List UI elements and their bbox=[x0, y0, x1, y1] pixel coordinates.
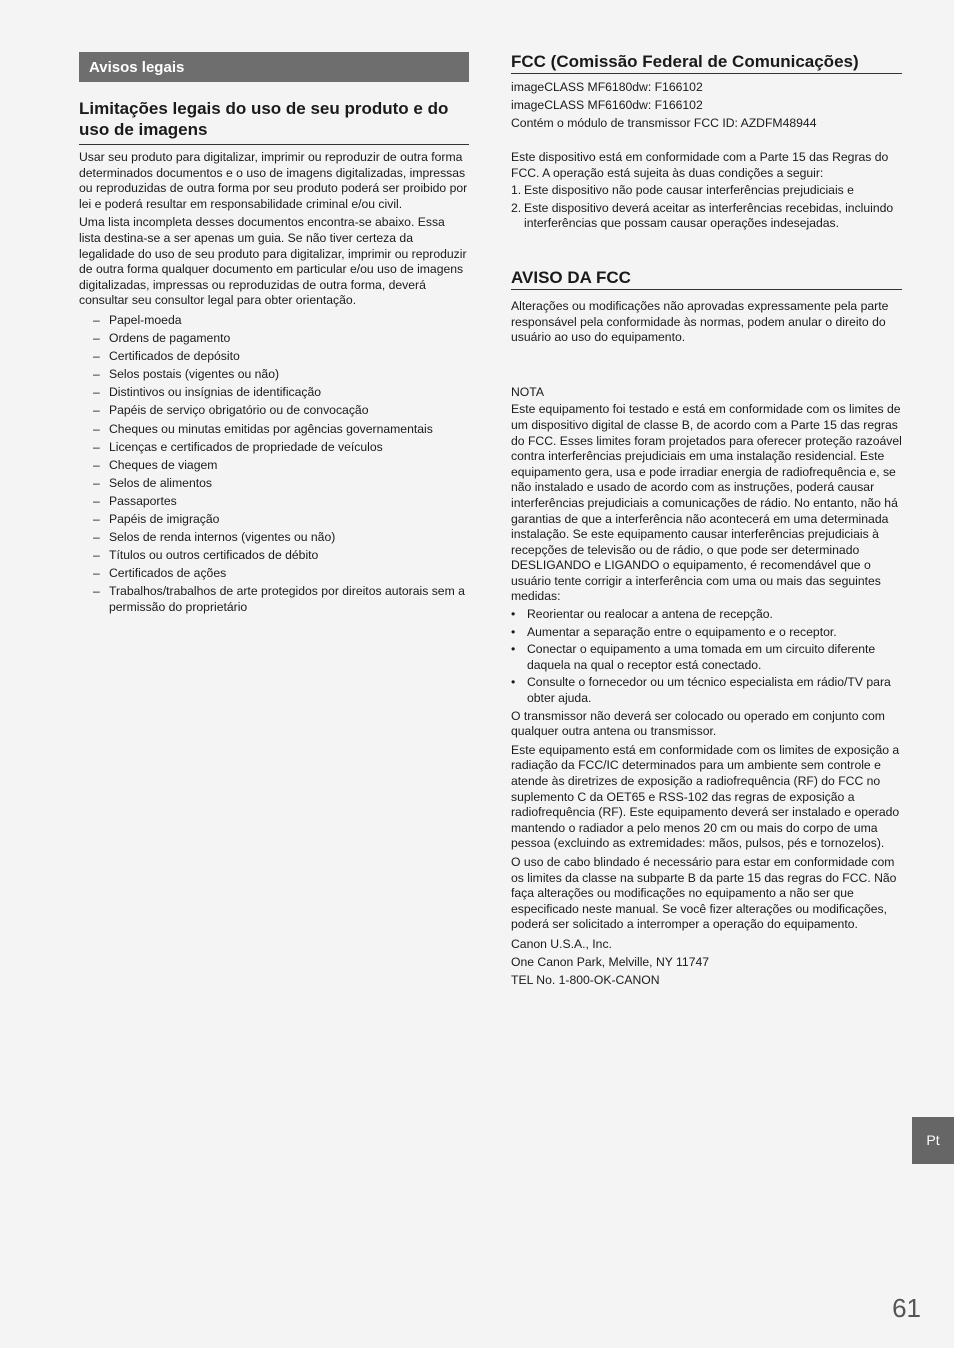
shielded-cable-paragraph: O uso de cabo blindado é necessário para estar em conformidade com os limites da classe na subparte B da parte 15 das regras do FCC. Não faça alterações ou modificações no equipamento a não ser que especificado neste manual. Se você fizer alterações ou modificações, poderá ser solicitado a interromper a operação do equipamento. bbox=[511, 854, 897, 932]
model-line: imageCLASS MF6160dw: F166102 bbox=[511, 98, 703, 112]
list-item: – Selos de renda internos (vigentes ou não) bbox=[109, 530, 469, 546]
prohibited-documents-list bbox=[79, 313, 469, 616]
section-banner: Avisos legais bbox=[79, 52, 469, 82]
list-item: – Licenças e certificados de propriedade de veículos bbox=[109, 440, 469, 456]
list-item: – Papéis de serviço obrigatório ou de convocação bbox=[109, 403, 469, 419]
fcc-compliance-paragraph: Este dispositivo está em conformidade com a Parte 15 das Regras do FCC. A operação está sujeita às duas condições a seguir: bbox=[511, 150, 889, 180]
list-item: – Ordens de pagamento bbox=[109, 331, 469, 347]
note-paragraph: Este equipamento foi testado e está em conformidade com os limites de um dispositivo digital de classe B, de acordo com a Parte 15 das regras do FCC. Esses limites foram projetados para oferecer proteção razoável contra interferências prejudiciais em uma instalação residencial. Este equipamento gera, usa e pode irradiar energia de radiofrequência e, se não instalado e usado de acordo com as instruções, poderá causar interferências prejudiciais a comunicações de rádio. No entanto, não há garantias de que a interferência não acontecerá em uma determinada instalação. Se este equipamento causar interferências prejudiciais à recepções de televisão ou de rádio, o que pode ser determinado DESLIGANDO e LIGANDO o equipamento, é recomendável que o usuário tente corrigir a interferência com uma ou mais das seguintes medidas: bbox=[511, 402, 902, 604]
list-item: • Aumentar a separação entre o equipamento e o receptor. bbox=[527, 625, 902, 641]
list-item: – Papel-moeda bbox=[109, 313, 469, 329]
list-item: – Cheques ou minutas emitidas por agências governamentais bbox=[109, 422, 469, 438]
list-item: – Passaportes bbox=[109, 494, 469, 510]
fcc-notice-paragraph: Alterações ou modificações não aprovadas expressamente pela parte responsável pela conformidade às normas, podem anular o direito do usuário ao uso do equipamento. bbox=[511, 298, 889, 345]
list-item: • Reorientar ou realocar a antena de recepção. bbox=[527, 607, 902, 623]
page-number: 61 bbox=[892, 1293, 921, 1323]
language-tab: Pt bbox=[912, 1117, 954, 1164]
fcc-heading: FCC (Comissão Federal de Comunicações) bbox=[511, 52, 902, 74]
list-item: • Consulte o fornecedor ou um técnico especialista em rádio/TV para obter ajuda. bbox=[527, 675, 902, 706]
model-line: imageCLASS MF6180dw: F166102 bbox=[511, 80, 703, 94]
list-item: 2. Este dispositivo deverá aceitar as interferências recebidas, incluindo interferências que possam causar operações indesejadas. bbox=[511, 200, 894, 231]
list-item: – Distintivos ou insígnias de identificação bbox=[109, 385, 469, 401]
left-column bbox=[79, 52, 469, 618]
right-column bbox=[511, 52, 902, 989]
fcc-notice-heading: AVISO DA FCC bbox=[511, 268, 902, 290]
fcc-id-line: Contém o módulo de transmissor FCC ID: AZDFM48944 bbox=[511, 116, 817, 130]
company-name: Canon U.S.A., Inc. bbox=[511, 936, 612, 951]
list-item: – Trabalhos/trabalhos de arte protegidos por direitos autorais sem a permissão do proprietário bbox=[109, 584, 469, 615]
list-item: – Papéis de imigração bbox=[109, 512, 469, 528]
legal-intro-paragraph: Usar seu produto para digitalizar, imprimir ou reproduzir de outra forma determinados documentos e o uso de imagens digitalizadas, impressas ou reproduzidas de outra forma por seu produto poderá ser proibido por lei e poderá resultar em responsabilidade criminal e/ou civil. bbox=[79, 150, 468, 211]
transmitter-paragraph: O transmissor não deverá ser colocado ou operado em conjunto com qualquer outra antena ou transmissor. bbox=[511, 708, 885, 739]
list-item: 1. Este dispositivo não pode causar interferências prejudiciais e bbox=[511, 183, 854, 198]
list-item: – Cheques de viagem bbox=[109, 458, 469, 474]
list-item: – Selos postais (vigentes ou não) bbox=[109, 367, 469, 383]
list-item: – Títulos ou outros certificados de débito bbox=[109, 548, 469, 564]
list-item: • Conectar o equipamento a uma tomada em um circuito diferente daquela na qual o receptor está conectado. bbox=[527, 642, 902, 673]
company-address: One Canon Park, Melville, NY 11747 bbox=[511, 954, 710, 969]
rf-exposure-paragraph: Este equipamento está em conformidade com os limites de exposição a radiação da FCC/IC determinados para um ambiente sem controle e atende às diretrizes de exposição a radiofrequência (RF) do FCC no suplemento C da OET65 e RSS-102 das regras de exposição a radiofrequência (RF). Este equipamento deverá ser instalado e operado mantendo o radiador a pelo menos 20 cm ou mais do corpo de uma pessoa (excluindo as extremidades: mãos, pulsos, pés e tornozelos). bbox=[511, 742, 900, 851]
conditions-list bbox=[511, 183, 902, 232]
company-phone: TEL No. 1-800-OK-CANON bbox=[511, 972, 660, 987]
legal-limitations-heading: Limitações legais do uso de seu produto e do uso de imagens bbox=[79, 98, 469, 145]
list-item: – Selos de alimentos bbox=[109, 476, 469, 492]
list-item: – Certificados de depósito bbox=[109, 349, 469, 365]
note-label: NOTA bbox=[511, 384, 544, 399]
document-list-intro: Uma lista incompleta desses documentos encontra-se abaixo. Essa lista destina-se a ser apenas um guia. Se não tiver certeza da legalidade do uso de seu produto para digitalizar, imprimir ou reproduzir de outra forma qualquer documento em particular e/ou uso de imagens digitalizadas, impressas ou reproduzidas de outra forma, deverá consultar seu consultor legal para obter orientação. bbox=[79, 215, 467, 308]
corrective-measures-list bbox=[511, 607, 902, 707]
list-item: – Certificados de ações bbox=[109, 566, 469, 582]
